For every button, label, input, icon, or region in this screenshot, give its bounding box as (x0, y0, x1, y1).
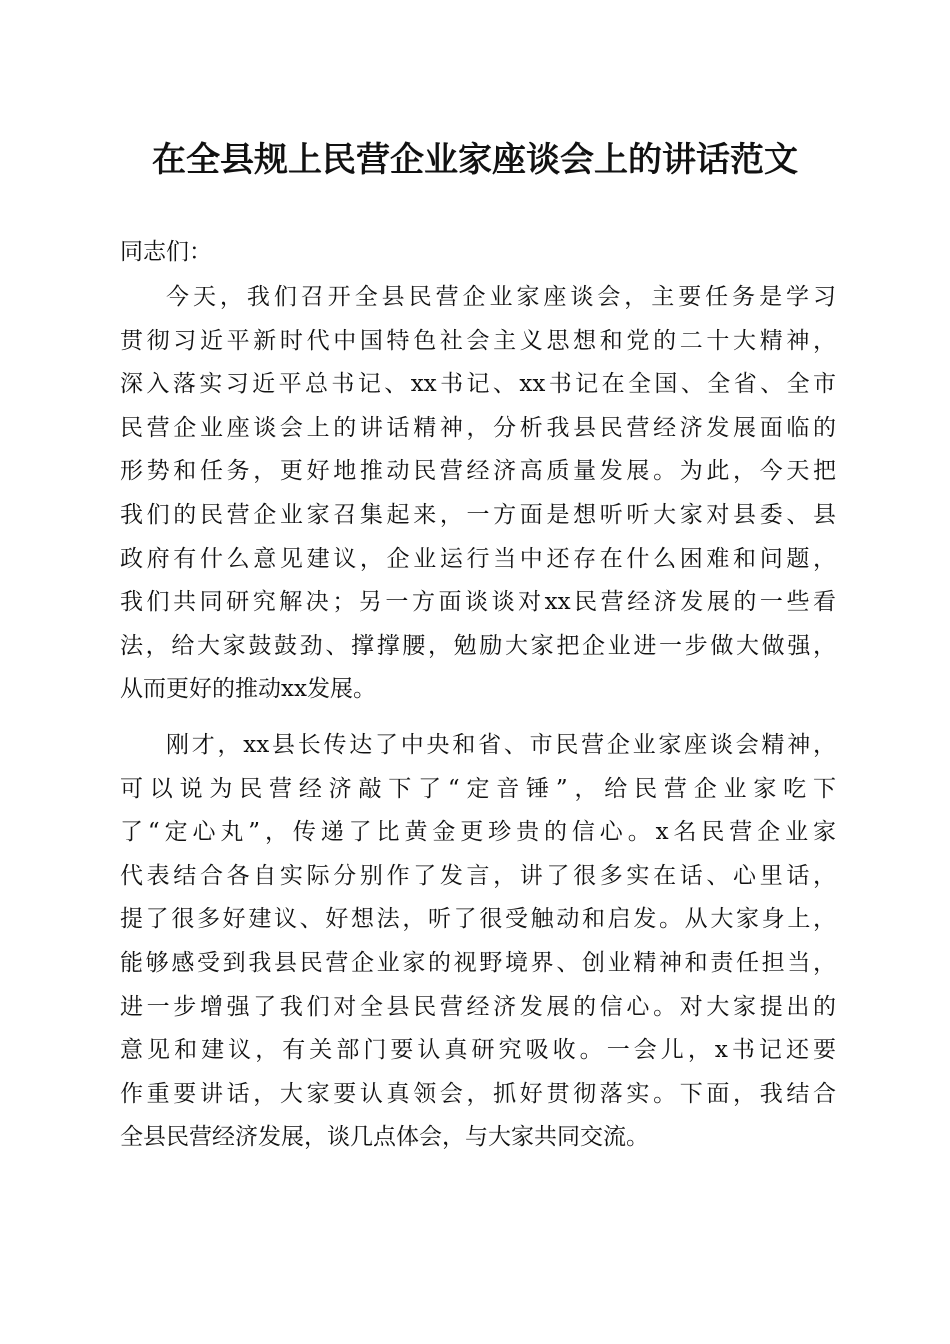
paragraph-line: 深入落实习近平总书记、xx书记、xx书记在全国、全省、全市 (120, 371, 836, 398)
paragraph-line: 民营企业座谈会上的讲话精神，分析我县民营经济发展面临的 (120, 414, 836, 441)
paragraph-line: 提了很多好建议、好想法，听了很受触动和启发。从大家身上， (120, 906, 836, 933)
paragraph-line: 作重要讲话，大家要认真领会，抓好贯彻落实。下面，我结合 (120, 1080, 836, 1107)
paragraph-2 (120, 724, 836, 1160)
paragraph-line: 意见和建议，有关部门要认真研究吸收。一会儿，x书记还要 (120, 1037, 836, 1064)
paragraph-line: 我们共同研究解决；另一方面谈谈对xx民营经济发展的一些看 (120, 589, 836, 616)
paragraph-line: 形势和任务，更好地推动民营经济高质量发展。为此，今天把 (120, 458, 836, 485)
paragraph-line: 全县民营经济发展，谈几点体会，与大家共同交流。 (120, 1124, 649, 1151)
paragraph-line: 政府有什么意见建议，企业运行当中还存在什么困难和问题， (120, 545, 836, 572)
paragraph-line: 贯彻习近平新时代中国特色社会主义思想和党的二十大精神， (120, 327, 836, 354)
paragraph-line: 了“定心丸”，传递了比黄金更珍贵的信心。x名民营企业家 (120, 819, 836, 846)
paragraph-1 (120, 276, 836, 712)
document-title: 在全县规上民营企业家座谈会上的讲话范文 (152, 140, 798, 180)
paragraph-line: 可以说为民营经济敲下了“定音锤”，给民营企业家吃下 (120, 775, 836, 802)
paragraph-line: 法，给大家鼓鼓劲、撑撑腰，勉励大家把企业进一步做大做强， (120, 632, 836, 659)
paragraph-line: 从而更好的推动xx发展。 (120, 676, 376, 703)
salutation: 同志们： (120, 239, 212, 265)
paragraph-line: 今天，我们召开全县民营企业家座谈会，主要任务是学习 (166, 284, 836, 310)
paragraph-line: 我们的民营企业家召集起来，一方面是想听听大家对县委、县 (120, 501, 836, 528)
paragraph-line: 进一步增强了我们对全县民营经济发展的信心。对大家提出的 (120, 993, 836, 1020)
paragraph-line: 代表结合各自实际分别作了发言，讲了很多实在话、心里话， (120, 862, 836, 889)
paragraph-line: 能够感受到我县民营企业家的视野境界、创业精神和责任担当， (120, 949, 836, 976)
paragraph-line: 刚才，xx县长传达了中央和省、市民营企业家座谈会精神， (166, 732, 836, 758)
